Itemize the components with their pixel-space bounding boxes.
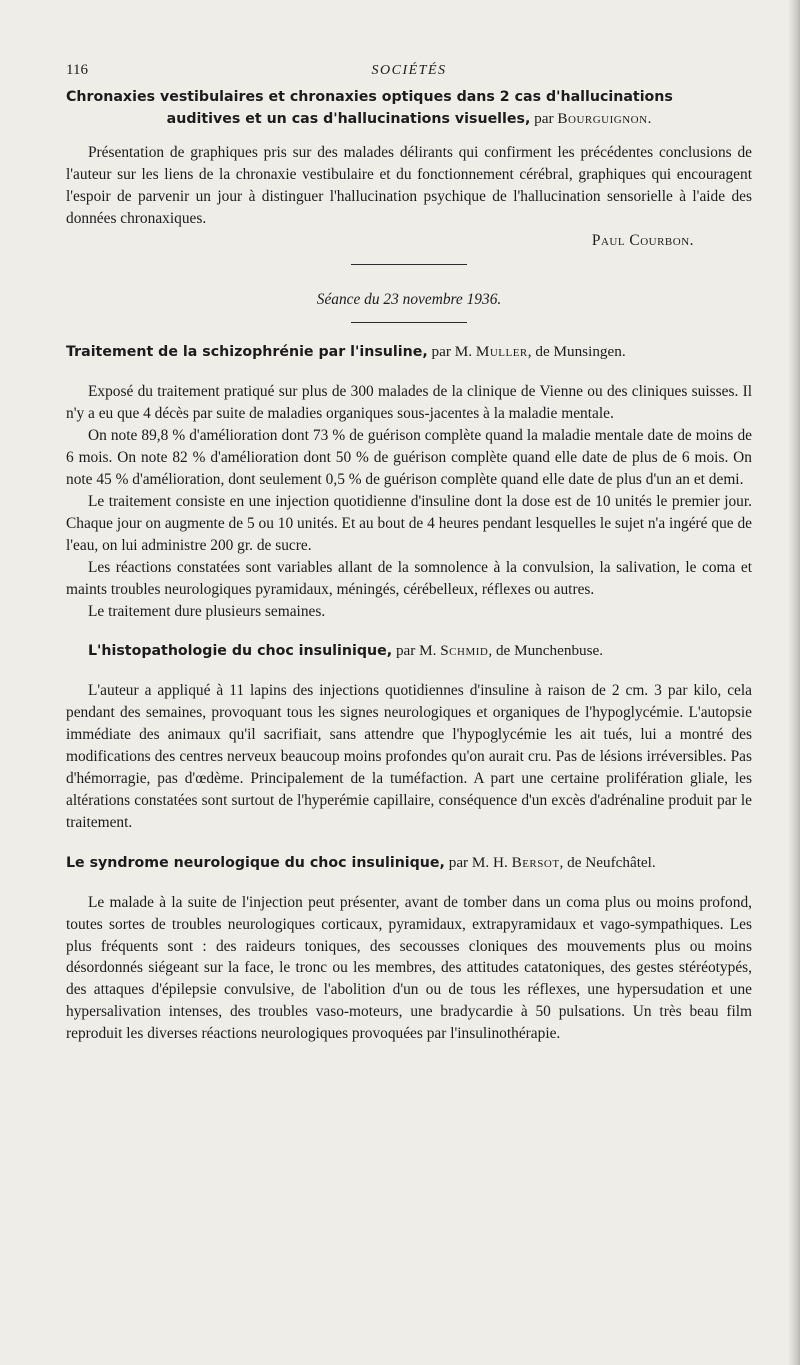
article-2-paragraph: Exposé du traitement pratiqué sur plus de 300 malades de la clinique de Vienne ou des cliniques suisses. Il n'y a eu que 4 décès par suite de maladies organiques sous-jacentes à la maladie mentale. [66,383,752,423]
page-edge-shadow [788,0,800,1365]
article-2-title: Traitement de la schizophrénie par l'insuline, par M. Muller, de Munsingen. [66,343,626,361]
article-1-title-line-1: Chronaxies vestibulaires et chronaxies optiques dans 2 cas d'hallucinations [66,89,673,105]
article-1-signature: Paul Courbon. [591,231,694,249]
article-2-paragraph: On note 89,8 % d'amélioration dont 73 % de guérison complète quand la maladie mentale date de moins de 6 mois. On note 82 % d'amélioration dont 50 % de guérison complète quand elle date de plus de 6 mois. On note 45 % d'amélioration, dont seulement 0,5 % de guérison complète quand elle date de plus d'un an et demi. [66,427,752,489]
article-1-author: Bourguignon [557,110,648,127]
seance-date: Séance du 23 novembre 1936. [316,290,502,308]
article-1-title-line-2: auditives et un cas d'hallucinations visuelles, par Bourguignon. [166,110,652,127]
article-4-paragraph: Le malade à la suite de l'injection peut présenter, avant de tomber dans un coma plus ou moins profond, toutes sortes de troubles neurologiques corticaux, pyramidaux, extrapyramidaux et vago-sympathiques. Les plus fréquents sont : des raideurs toniques, des secousses cloniques des mouvements plus ou moins désordonnés siégeant sur la face, le tronc ou les membres, des attitudes catatoniques, des gestes stéréotypés, des attaques d'épilepsie convulsive, de l'abolition d'un ou de tous les réflexes, une hypersudation et une hypersalivation intenses, des troubles vaso-moteurs, une bradycardie à 50 pulsations. Un très beau film reproduit les diverses réactions neurologiques provoquées par l'insulinothérapie. [66,893,752,1043]
article-3-author: Schmid [440,642,489,660]
article-4-title: Le syndrome neurologique du choc insulinique, par M. H. Bersot, de Neufchâtel. [66,853,656,871]
article-2-paragraph: Le traitement consiste en une injection quotidienne d'insuline dont la dose est de 10 unités le premier jour. Chaque jour on augmente de 5 ou 10 unités. Et au bout de 4 heures pendant lesquelles le sujet n'a ingéré que de l'eau, on lui administre 200 gr. de sucre. [66,492,752,554]
article-2-paragraph: Le traitement dure plusieurs semaines. [88,602,326,620]
article-4-author: Bersot [511,853,560,871]
article-1-paragraph: Présentation de graphiques pris sur des malades délirants qui confirment les précédentes conclusions de l'auteur sur les liens de la chronaxie vestibulaire et du fonctionnement cérébral, graphiques qui encouragent l'espoir de parvenir un jour à distinguer l'hallucination psychique de l'hallucination sensorielle à l'aide des données chronaxiques. [66,144,752,227]
running-title: SOCIÉTÉS [371,63,447,78]
running-head [66,58,752,82]
page-content [66,58,752,1045]
article-3-paragraph: L'auteur a appliqué à 11 lapins des injections quotidiennes d'insuline à raison de 2 cm. 3 par kilo, cela pendant des semaines, provoquant tous les signes neurologiques et organiques de l'hypoglycémie. L'autopsie immédiate des animaux qu'il sacrifiait, sans attendre que l'hypoglycémie les ait tués, lui a montré des modifications des centres nerveux beaucoup moins profondes qu'on aurait cru. Pas de lésions irréversibles. Pas d'hémorragie, pas d'œdème. Principalement de la tuméfaction. A part une certaine prolifération gliale, les altérations constatées sont surtout de l'hyperémie capillaire, conséquence d'un excès d'adrénaline produit par le traitement. [66,682,752,831]
article-1-title [66,86,752,130]
article-3-title: L'histopathologie du choc insulinique, par M. Schmid, de Munchenbuse. [88,642,604,660]
page-number: 116 [66,62,88,78]
article-2-author: Muller [475,343,528,361]
article-2-paragraph: Les réactions constatées sont variables allant de la somnolence à la convulsion, la salivation, le coma et maints troubles neurologiques pyramidaux, méningés, cérébelleux, réflexes ou autres. [66,558,752,598]
